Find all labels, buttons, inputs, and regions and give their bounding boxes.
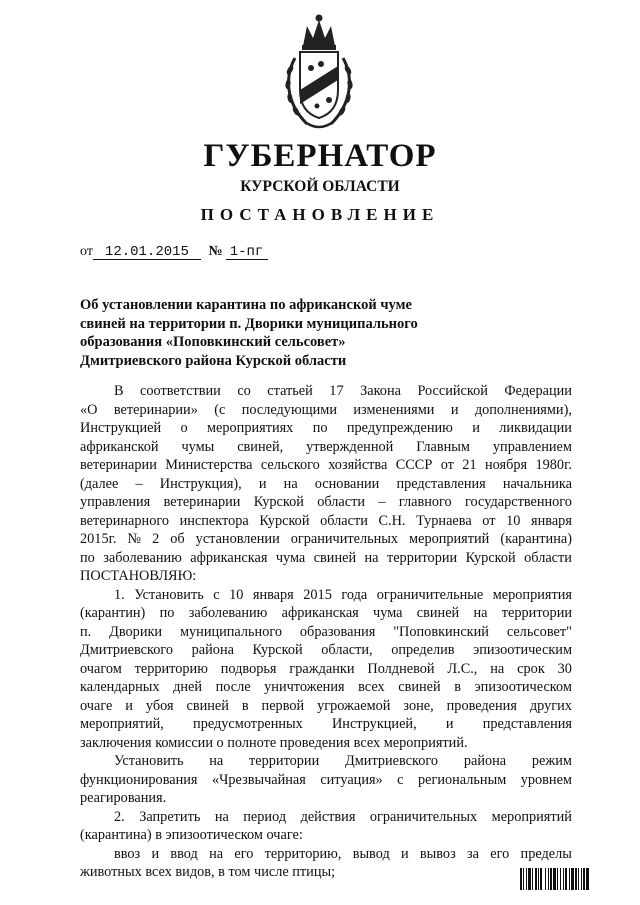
body-line: В соответствии со статьей 17 Закона Российской Федерации [114,383,572,399]
body-line: п. Дворики муниципального образования "Поповкинский сельсовет" [80,623,572,640]
barcode-bar [560,868,561,890]
number-sign: № [208,244,223,259]
barcode-bar [563,868,564,890]
barcode-bar [565,868,567,890]
date-prefix: от [80,244,93,259]
barcode-bar [569,868,570,890]
body-line: Инструкцией о мероприятиях по предупреждению и ликвидации [80,420,572,436]
barcode-bar [535,868,537,890]
region-title: КУРСКОЙ ОБЛАСТИ [240,178,400,195]
subject-line: Об установлении карантина по африканской чуме [80,297,412,313]
decree-subject [80,296,460,370]
barcode-bar [571,868,574,890]
barcode-bar [548,868,549,890]
body-line: мероприятий, предусмотренных Инструкцией, и представления [80,716,572,732]
body-line: управления ветеринарии Курской области – главного государственного [80,494,572,510]
body-line: календарных дней после уничтожения всех свиней в эпизоотическом [80,679,572,695]
governor-title: ГУБЕРНАТОР [203,138,437,174]
body-line: очагом территорию подворья гражданки Полдневой Л.С., на срок 30 [80,660,572,677]
barcode-bar [532,868,533,890]
decree-title: ПОСТАНОВЛЕНИЕ [200,205,440,224]
barcode-bar [583,868,585,890]
body-line: 1. Установить с 10 января 2015 года ограничительные мероприятия [114,586,572,603]
coat-of-arms-emblem [281,10,357,134]
body-line: «О ветеринарии» (с последующими изменениями и дополнениями), [80,401,572,418]
body-line: очаге и убоя свиней в первой угрожаемой зоне, проведения других [80,697,572,714]
body-line: животных всех видов, в том числе птицы; [80,864,336,880]
barcode-bar [550,868,552,890]
decree-body [80,382,572,882]
body-line: функционирования «Чрезвычайная ситуация» с региональным уровнем [80,771,572,788]
subject-line: Дмитриевского района Курской области [80,352,347,369]
barcode-bar [578,868,579,890]
subject-line: свиней на территории п. Дворики муниципального [80,315,418,332]
body-line: по заболеванию африканская чума свиней на территории Курской области [80,549,572,566]
body-line: (карантин) по заболеванию африканская чума свиней на территории [80,605,572,621]
barcode-bar [586,868,589,890]
body-line: (далее – Инструкция), и на основании представления начальника [80,475,572,492]
barcode-bar [528,868,531,890]
body-line: африканской чумы свиней, утвержденной Главным управлением [80,438,572,455]
body-line: ввоз и ввод на его территорию, вывод и вывоз за его пределы [114,845,572,862]
subject-line: образования «Поповкинский сельсовет» [80,334,346,350]
body-line: ПОСТАНОВЛЯЮ: [80,568,197,584]
body-line: Дмитриевского района Курской области, определив эпизоотическим [80,642,572,658]
barcode-bar [526,868,527,890]
barcode-bar [557,868,558,890]
barcode-bar [523,868,524,890]
body-line: ветеринарного инспектора Курской области С.Н. Турнаева от 10 января [80,512,572,529]
body-line: (карантина) в эпизоотическом очаге: [80,827,303,843]
decree-dateline [80,244,268,260]
body-line: 2. Запретить на период действия ограничительных мероприятий [114,808,572,825]
body-line: Установить на территории Дмитриевского района режим [114,753,572,769]
body-line: 2015г. № 2 об установлении ограничительных мероприятий (карантина) [80,531,572,547]
decree-date: 12.01.2015 [93,245,201,260]
barcode [520,868,616,890]
body-line: заключения комиссии о полноте проведения всех мероприятий. [80,734,468,751]
barcode-bar [553,868,556,890]
body-line: реагирования. [80,790,167,806]
barcode-bar [575,868,577,890]
barcode-bar [545,868,546,890]
barcode-bar [581,868,582,890]
barcode-bar [538,868,539,890]
body-line: ветеринарии Министерства сельского хозяйства СССР от 21 ноября 1980г. [80,457,572,473]
barcode-bar [520,868,522,890]
decree-number: 1-пг [226,245,268,260]
barcode-bar [540,868,542,890]
